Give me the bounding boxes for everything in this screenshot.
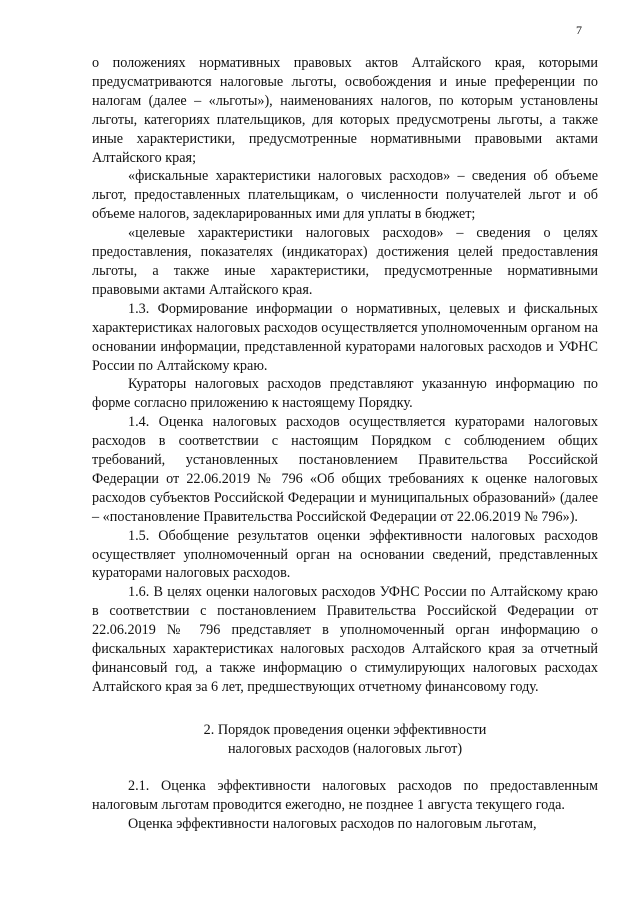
paragraph-1-3: 1.3. Формирование информации о нормативных, целевых и фискальных характеристиках налоговых расходов осуществляется уполномоченным органом на основании информации, представленной кураторами налоговых расходов и УФНС России по Алтайскому краю.	[92, 300, 598, 374]
paragraph-2-1: 2.1. Оценка эффективности налоговых расходов по предоставленным налоговым льготам проводится ежегодно, не позднее 1 августа текущего года.	[92, 777, 598, 813]
section-heading-line-1: 2. Порядок проведения оценки эффективности	[203, 721, 487, 738]
page-number: 7	[576, 23, 582, 37]
paragraph-evaluation-continued: Оценка эффективности налоговых расходов по налоговым льготам,	[128, 815, 537, 832]
paragraph-1-5: 1.5. Обобщение результатов оценки эффективности налоговых расходов осуществляет уполномоченный орган на основании сведений, представленных кураторами налоговых расходов.	[92, 527, 598, 582]
paragraph-curators: Кураторы налоговых расходов представляют указанную информацию по форме согласно приложению к настоящему Порядку.	[92, 376, 598, 412]
paragraph-definition-fiscal: «фискальные характеристики налоговых расходов» – сведения об объеме льгот, предоставленных плательщикам, о численности получателей льгот и об объеме налогов, задекларированных ими для уплаты в бюджет;	[92, 168, 598, 223]
section-heading-line-2: налоговых расходов (налоговых льгот)	[227, 740, 463, 757]
paragraph-definition-normative: о положениях нормативных правовых актов Алтайского края, которыми предусматриваются налоговые льготы, освобождения и иные преференции по налогам (далее – «льготы»), наименованиях налогов, по которым установлены льготы, категориях плательщиков, для которых предусмотрены льготы, а также иные характеристики, предусмотренные нормативными правовыми актами Алтайского края;	[92, 55, 598, 166]
document-body	[92, 54, 598, 834]
section-heading	[92, 721, 598, 759]
paragraph-1-6: 1.6. В целях оценки налоговых расходов УФНС России по Алтайскому краю в соответствии с постановлением Правительства Российской Федерации от 22.06.2019 № 796 представляет в уполномоченный орган информацию о фискальных характеристиках налоговых расходов Алтайского края за отчетный финансовый год, а также информацию о стимулирующих налоговых расходах Алтайского края за 6 лет, предшествующих отчетному финансовому году.	[92, 584, 598, 695]
paragraph-definition-target: «целевые характеристики налоговых расходов» – сведения о целях предоставления, показателях (индикаторах) достижения целей предоставления льготы, а также иные характеристики, предусмотренные нормативными правовыми актами Алтайского края.	[92, 225, 598, 298]
heading-spacer	[92, 759, 598, 777]
paragraph-1-4: 1.4. Оценка налоговых расходов осуществляется кураторами налоговых расходов в соответствии с настоящим Порядком с соблюдением общих требований, установленных постановлением Правительства Российской Федерации от 22.06.2019 № 796 «Об общих требованиях к оценке налоговых расходов субъектов Российской Федерации и муниципальных образований» (далее – «постановление Правительства Российской Федерации от 22.06.2019 № 796»).	[92, 414, 598, 525]
